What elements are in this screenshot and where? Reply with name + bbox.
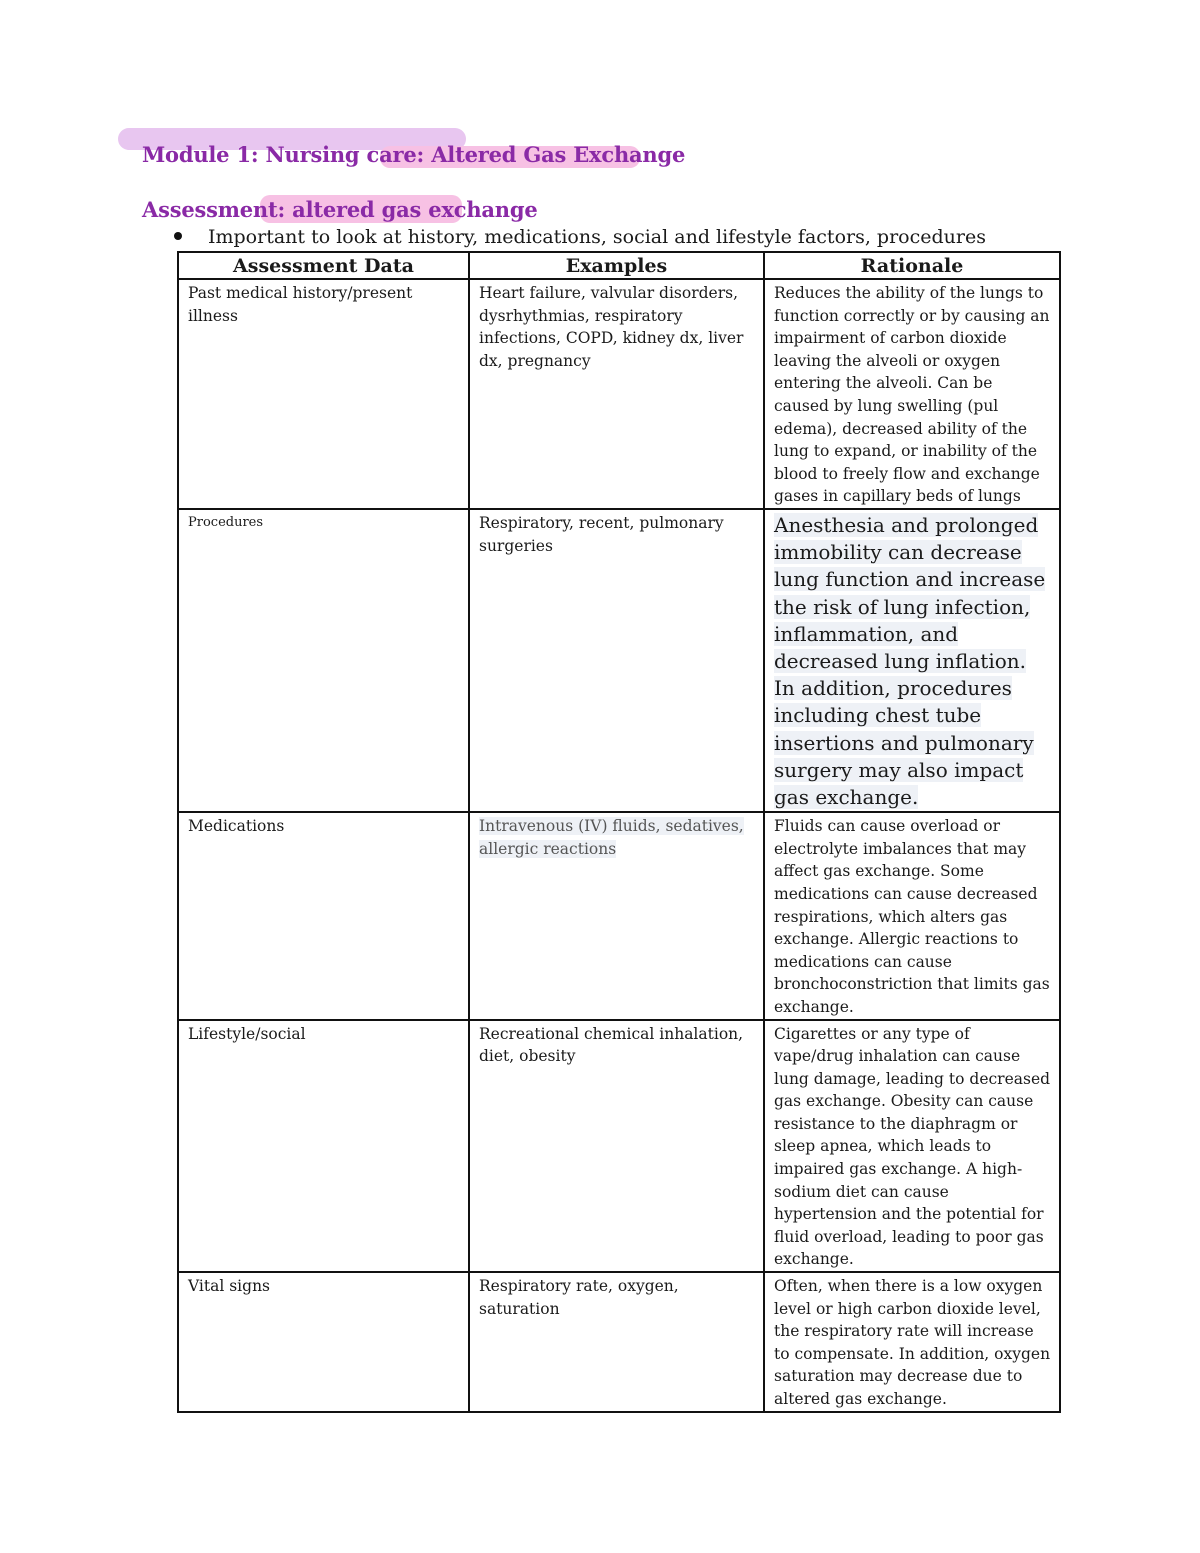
rationale-cell: [764, 509, 1060, 812]
examples-cell: Respiratory, recent, pulmonary surgeries: [469, 509, 764, 812]
assessment-heading: [142, 197, 538, 222]
assessment-heading-highlight: altered gas exchange: [292, 197, 538, 222]
table-row: [178, 1272, 1060, 1412]
rationale-cell: Fluids can cause overload or electrolyte imbalances that may affect gas exchange. Some medications can cause decreased respirations, which alters gas exchange. Allergic reactions to medications can cause bronchoconstriction that limits gas exchange.: [764, 812, 1060, 1019]
column-header: Rationale: [764, 252, 1060, 279]
examples-cell: Respiratory rate, oxygen, saturation: [469, 1272, 764, 1412]
bullet-item: [174, 226, 986, 248]
assessment-data-cell: Medications: [178, 812, 469, 1019]
examples-cell: Recreational chemical inhalation, diet, obesity: [469, 1020, 764, 1273]
rationale-text: Anesthesia and prolonged immobility can decrease lung function and increase the risk of lung infection, inflammation, and decreased lung inflation. In addition, procedures including chest tube insertions and pulmonary surgery may also impact gas exchange.: [774, 512, 1046, 809]
column-header: Examples: [469, 252, 764, 279]
table-row: [178, 1020, 1060, 1273]
table-row: [178, 279, 1060, 509]
rationale-cell: Cigarettes or any type of vape/drug inhalation can cause lung damage, leading to decreased gas exchange. Obesity can cause resistance to the diaphragm or sleep apnea, which leads to impaired gas exchange. A high-sodium diet can cause hypertension and the potential for fluid overload, leading to poor gas exchange.: [764, 1020, 1060, 1273]
column-header: Assessment Data: [178, 252, 469, 279]
assessment-table: [177, 251, 1061, 1413]
assessment-data-cell: Procedures: [178, 509, 469, 812]
module-title-highlight: Altered Gas Exchange: [431, 142, 686, 167]
assessment-data-cell: Vital signs: [178, 1272, 469, 1412]
rationale-cell: Reduces the ability of the lungs to function correctly or by causing an impairment of carbon dioxide leaving the alveoli or oxygen entering the alveoli. Can be caused by lung swelling (pul edema), decreased ability of the lung to expand, or inability of the blood to freely flow and exchange gases in capillary beds of lungs: [764, 279, 1060, 509]
examples-cell: Heart failure, valvular disorders, dysrhythmias, respiratory infections, COPD, kidney dx, liver dx, pregnancy: [469, 279, 764, 509]
assessment-data-cell: Past medical history/present illness: [178, 279, 469, 509]
table-header-row: [178, 252, 1060, 279]
table-row: [178, 812, 1060, 1019]
assessment-data-cell: Lifestyle/social: [178, 1020, 469, 1273]
module-title-prefix: Module 1: Nursing care:: [142, 142, 425, 167]
table-row: [178, 509, 1060, 812]
module-title: [142, 142, 685, 167]
bullet-icon: [174, 232, 182, 240]
bullet-text: Important to look at history, medications, social and lifestyle factors, procedures: [208, 226, 986, 248]
rationale-cell: Often, when there is a low oxygen level or high carbon dioxide level, the respiratory rate will increase to compensate. In addition, oxygen saturation may decrease due to altered gas exchange.: [764, 1272, 1060, 1412]
examples-text: Intravenous (IV) fluids, sedatives, allergic reactions: [479, 817, 744, 858]
assessment-heading-prefix: Assessment:: [142, 197, 286, 222]
examples-cell: [469, 812, 764, 1019]
